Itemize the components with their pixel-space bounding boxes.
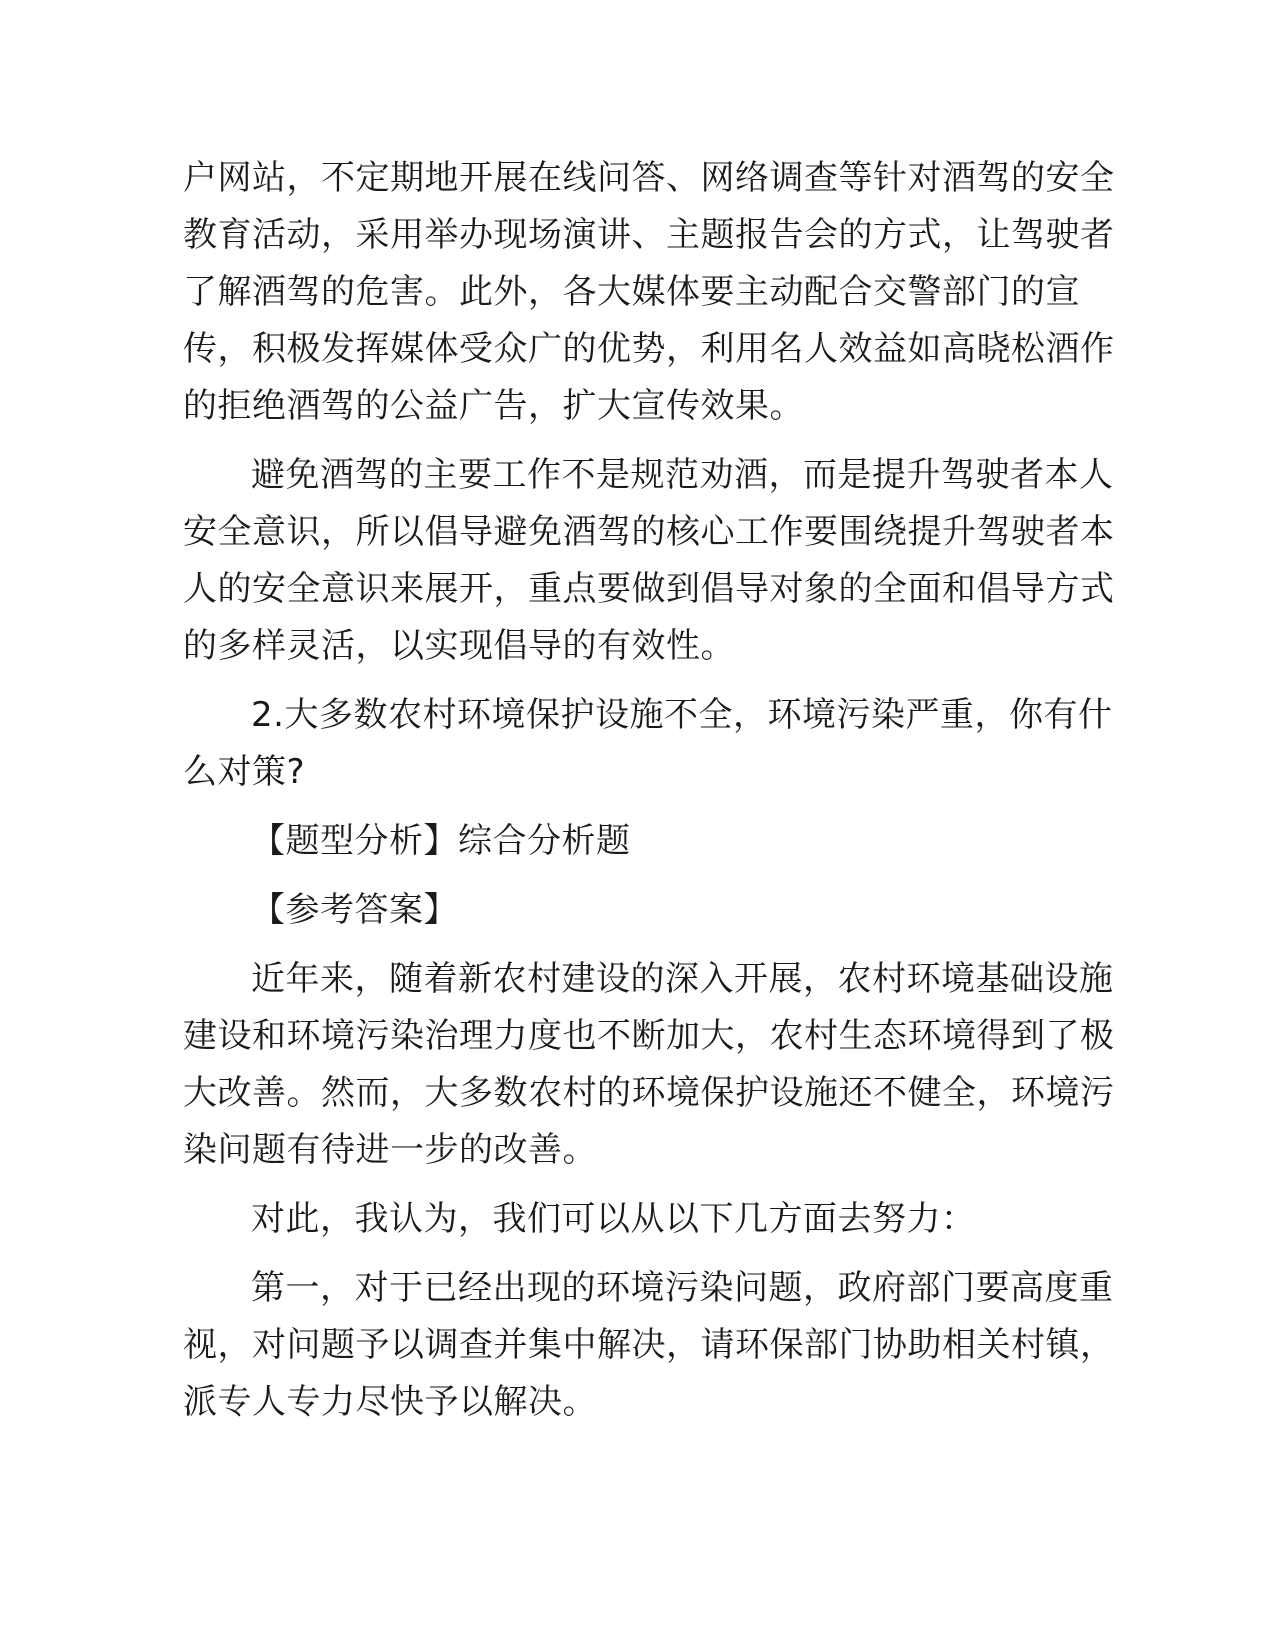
text-line: 人的安全意识来展开，重点要做到倡导对象的全面和倡导方式: [183, 569, 1115, 609]
text-line: 避免酒驾的主要工作不是规范劝酒，而是提升驾驶者本人: [251, 455, 1114, 495]
reference-answer-label: [183, 882, 1093, 939]
question-heading: [183, 687, 1113, 801]
document-body: [183, 150, 1115, 1443]
paragraph-intro-measures: [183, 1191, 1093, 1248]
text-line: 建设和环境污染治理力度也不断加大，农村生态环境得到了极: [183, 1016, 1115, 1056]
text-line: 第一，对于已经出现的环境污染问题，政府部门要高度重: [251, 1268, 1114, 1308]
paragraph-safety-awareness: [183, 447, 1115, 675]
text-line: 【参考答案】: [251, 890, 458, 930]
text-line: 了解酒驾的危害。此外，各大媒体要主动配合交警部门的宣: [183, 272, 1080, 312]
text-line: 么对策?: [183, 752, 306, 792]
text-line: 教育活动，采用举办现场演讲、主题报告会的方式，让驾驶者: [183, 215, 1115, 255]
text-line: 传，积极发挥媒体受众广的优势，利用名人效益如高晓松酒作: [183, 329, 1115, 369]
text-line: 视，对问题予以调查并集中解决，请环保部门协助相关村镇，: [183, 1325, 1115, 1365]
text-line: 派专人专力尽快予以解决。: [183, 1382, 597, 1422]
text-line: 户网站，不定期地开展在线问答、网络调查等针对酒驾的安全: [183, 158, 1115, 198]
text-line: 对此，我认为，我们可以从以下几方面去努力：: [251, 1199, 976, 1239]
paragraph-drunk-driving-promotion: [183, 150, 1115, 435]
paragraph-rural-background: [183, 951, 1115, 1179]
text-line: 大改善。然而，大多数农村的环境保护设施还不健全，环境污: [183, 1073, 1115, 1113]
text-line: 安全意识，所以倡导避免酒驾的核心工作要围绕提升驾驶者本: [183, 512, 1115, 552]
text-line: 染问题有待进一步的改善。: [183, 1130, 597, 1170]
text-line: 的多样灵活，以实现倡导的有效性。: [183, 626, 735, 666]
text-line: 【题型分析】综合分析题: [251, 821, 631, 861]
text-line: 的拒绝酒驾的公益广告，扩大宣传效果。: [183, 386, 804, 426]
paragraph-measure-one: [183, 1260, 1115, 1431]
text-line: 2.大多数农村环境保护设施不全，环境污染严重，你有什: [251, 695, 1113, 735]
text-line: 近年来，随着新农村建设的深入开展，农村环境基础设施: [251, 959, 1114, 999]
question-type-label: [183, 813, 1093, 870]
